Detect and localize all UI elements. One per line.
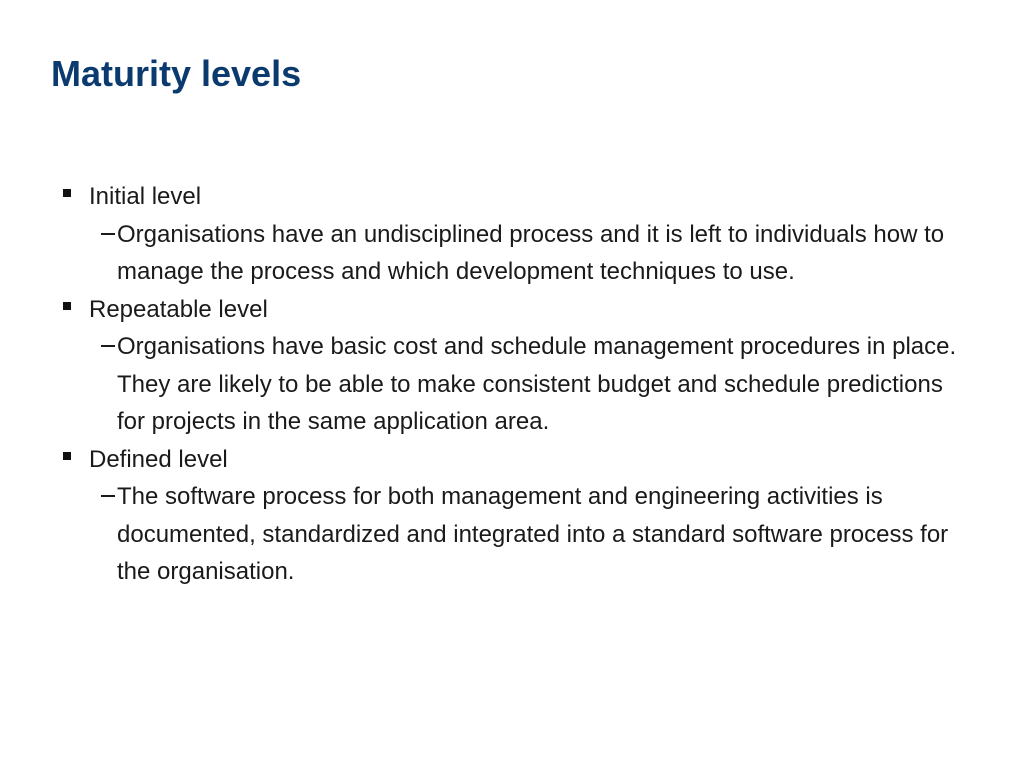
bullet-label: Initial level [89, 183, 202, 210]
bullet-item-defined-level [60, 441, 960, 479]
bullet-label: Repeatable level [89, 295, 268, 323]
bullet-label: Defined level [89, 445, 228, 473]
sub-bullet-defined-level [61, 478, 960, 591]
sub-bullet-repeatable-level [61, 328, 960, 441]
sub-bullet-text: Organisations have an undisciplined process and it is left to individuals how to manage the process and which development techniques to use. [117, 220, 945, 285]
square-bullet-icon [63, 452, 71, 460]
bullet-item-repeatable-level [60, 291, 960, 329]
sub-bullet-text: The software process for both management and engineering activities is documented, standardized and integrated into a standard software process for the organisation. [117, 483, 949, 585]
sub-bullet-initial-level [61, 216, 960, 291]
square-bullet-icon [63, 189, 71, 197]
slide-title: Maturity levels [51, 53, 302, 94]
bullet-list [60, 178, 960, 591]
square-bullet-icon [63, 302, 71, 310]
sub-bullet-text: Organisations have basic cost and schedule management procedures in place. They are likely to be able to make consistent budget and schedule predictions for projects in the same application area. [117, 333, 957, 435]
bullet-item-initial-level [60, 178, 960, 216]
